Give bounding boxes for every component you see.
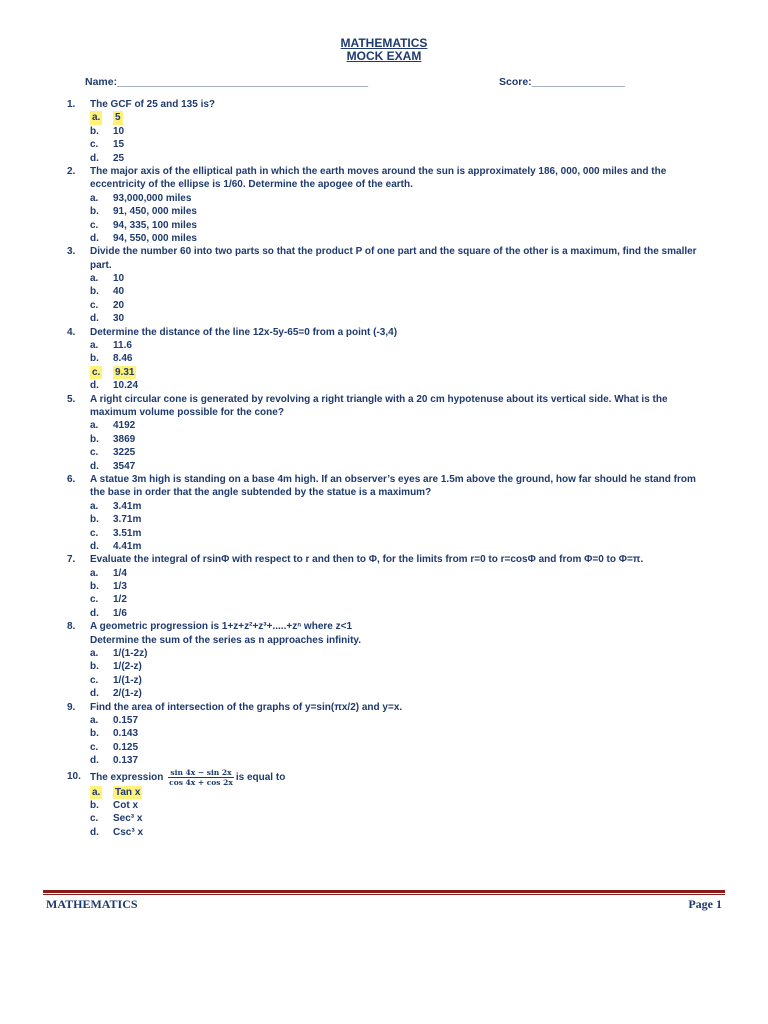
option-text: 93,000,000 miles — [113, 192, 192, 204]
option-letter: a. — [90, 648, 99, 660]
option-text: 0.157 — [113, 714, 139, 726]
option-letter: d. — [90, 380, 99, 392]
question-text — [90, 98, 708, 111]
option-letter: d. — [90, 540, 99, 552]
question-number: 8. — [67, 621, 76, 633]
answer-option[interactable] — [0, 352, 768, 365]
option-text: 40 — [113, 286, 125, 298]
answer-option[interactable] — [0, 826, 768, 839]
answer-option[interactable] — [0, 607, 768, 620]
answer-option[interactable] — [0, 513, 768, 526]
footer-page-number: Page 1 — [688, 897, 722, 911]
score-field[interactable]: Score:________________ — [499, 76, 626, 88]
option-letter: a. — [90, 500, 99, 512]
answer-option[interactable] — [0, 660, 768, 673]
question-line — [0, 553, 768, 566]
option-text: 1/2 — [113, 594, 127, 606]
option-letter: c. — [90, 139, 99, 151]
question-text-segment: A geometric progression is 1+z+z²+z³+.....+zⁿ where z<1 — [90, 621, 353, 633]
option-text: 2/(1-z) — [113, 688, 142, 700]
option-letter: b. — [90, 353, 99, 365]
question-text-segment: The major axis of the elliptical path in which the earth moves around the sun is approximately 186, 000, 000 miles and the — [90, 165, 667, 177]
question-line — [0, 406, 768, 419]
question-line — [0, 245, 768, 258]
option-text: Csc³ x — [113, 826, 144, 838]
question-line — [0, 98, 768, 111]
option-letter: a. — [90, 340, 99, 352]
answer-option[interactable] — [0, 786, 768, 799]
option-text: 94, 550, 000 miles — [113, 232, 197, 244]
answer-option[interactable] — [0, 540, 768, 553]
question-line — [0, 178, 768, 191]
option-text: 11.6 — [113, 340, 132, 352]
option-text: 25 — [113, 152, 125, 164]
question-text — [90, 393, 708, 406]
question-number: 2. — [67, 165, 76, 177]
option-letter: c. — [90, 219, 99, 231]
option-text: 30 — [113, 313, 125, 325]
option-letter: a. — [90, 714, 99, 726]
answer-option[interactable] — [0, 714, 768, 727]
question-text — [90, 245, 708, 258]
answer-option[interactable] — [0, 205, 768, 218]
question-item — [0, 701, 768, 768]
option-letter: b. — [90, 514, 99, 526]
option-letter: d. — [90, 232, 99, 244]
option-text: 0.125 — [113, 741, 139, 753]
option-letter: d. — [90, 826, 99, 838]
question-line — [0, 473, 768, 486]
answer-option[interactable] — [0, 567, 768, 580]
option-letter: d. — [90, 152, 99, 164]
question-text-segment: maximum volume possible for the cone? — [90, 406, 284, 418]
question-item — [0, 553, 768, 620]
question-item — [0, 473, 768, 553]
highlighted-answer: Tan x — [115, 786, 141, 798]
answer-option[interactable] — [0, 527, 768, 540]
option-letter: c. — [90, 813, 99, 825]
option-text: 1/(1-2z) — [113, 648, 148, 660]
question-item — [0, 326, 768, 393]
question-number: 10. — [67, 770, 81, 782]
answer-option[interactable] — [0, 366, 768, 379]
answer-option[interactable] — [0, 111, 768, 124]
option-letter: b. — [90, 728, 99, 740]
question-text — [90, 634, 708, 647]
question-line — [0, 393, 768, 406]
option-letter: b. — [90, 799, 99, 811]
question-text — [90, 259, 708, 272]
question-line — [0, 165, 768, 178]
question-item — [0, 98, 768, 165]
answer-option[interactable] — [0, 687, 768, 700]
option-letter: c. — [90, 594, 99, 606]
question-suffix: is equal to — [235, 771, 286, 783]
option-letter: d. — [90, 688, 99, 700]
name-field[interactable]: Name:___________________________________________ — [85, 76, 369, 88]
question-line — [0, 326, 768, 339]
question-text — [90, 701, 708, 714]
answer-option[interactable] — [0, 500, 768, 513]
option-letter: c. — [90, 447, 99, 459]
answer-option[interactable] — [0, 433, 768, 446]
question-text-segment: the base in order that the angle subtended by the statue is a maximum? — [90, 487, 432, 499]
option-text: 8.46 — [113, 353, 133, 365]
option-letter: b. — [90, 581, 99, 593]
option-letter: c. — [90, 299, 99, 311]
question-line — [0, 634, 768, 647]
question-number: 7. — [67, 554, 76, 566]
question-number: 6. — [67, 473, 76, 485]
option-letter: b. — [90, 206, 99, 218]
option-letter: b. — [90, 661, 99, 673]
question-line — [0, 620, 768, 633]
option-text: 3869 — [113, 433, 136, 445]
answer-option[interactable] — [0, 460, 768, 473]
option-text: 0.137 — [113, 755, 139, 767]
answer-option[interactable] — [0, 138, 768, 151]
answer-option[interactable] — [0, 192, 768, 205]
option-text: 10 — [113, 273, 125, 285]
option-letter: a. — [90, 273, 99, 285]
answer-option[interactable] — [0, 580, 768, 593]
question-text — [90, 486, 708, 499]
question-text — [90, 473, 708, 486]
option-letter: c. — [90, 741, 99, 753]
question-number: 9. — [67, 701, 76, 713]
option-letter: c. — [92, 366, 101, 378]
question-text-segment: The expression — [90, 771, 164, 783]
option-text: 10 — [113, 125, 125, 137]
question-number: 3. — [67, 246, 76, 258]
page-subtitle: MOCK EXAM — [346, 49, 422, 63]
answer-option[interactable] — [0, 754, 768, 767]
option-letter: d. — [90, 755, 99, 767]
question-text-segment: Divide the number 60 into two parts so that the product P of one part and the square of the other is a maximum, find the smaller — [90, 246, 697, 258]
answer-option[interactable] — [0, 232, 768, 245]
fraction-expression — [168, 768, 234, 787]
answer-option[interactable] — [0, 674, 768, 687]
option-text: 10.24 — [113, 380, 139, 392]
question-text — [90, 326, 708, 339]
option-letter: b. — [90, 286, 99, 298]
question-text-segment: Find the area of intersection of the graphs of y=sin(πx/2) and y=x. — [90, 701, 403, 713]
option-text: 3547 — [113, 460, 136, 472]
answer-option[interactable] — [0, 339, 768, 352]
question-item — [0, 620, 768, 700]
question-number: 5. — [67, 393, 76, 405]
question-item — [0, 165, 768, 245]
option-letter: d. — [90, 460, 99, 472]
question-text — [90, 620, 708, 633]
option-letter: d. — [90, 607, 99, 619]
option-text: 1/6 — [113, 607, 127, 619]
option-text: 1/(1-z) — [113, 674, 142, 686]
option-text: 4.41m — [113, 540, 142, 552]
answer-option[interactable] — [0, 219, 768, 232]
question-line — [0, 768, 768, 786]
footer-rule-thin — [43, 894, 725, 895]
answer-option[interactable] — [0, 727, 768, 740]
question-text-segment: part. — [90, 259, 112, 271]
question-item — [0, 245, 768, 325]
answer-option[interactable] — [0, 312, 768, 325]
option-text: 0.143 — [113, 728, 139, 740]
question-list — [0, 98, 768, 839]
exam-header — [0, 37, 768, 63]
question-text-segment: A right circular cone is generated by revolving a right triangle with a 20 cm hypotenuse about its vertical side. What is the — [90, 393, 668, 405]
fraction-numerator: sin 4x − sin 2x — [168, 768, 234, 778]
fraction-denominator: cos 4x + cos 2x — [169, 777, 233, 787]
option-text: Cot x — [113, 799, 138, 811]
option-text: 91, 450, 000 miles — [113, 206, 197, 218]
question-line — [0, 259, 768, 272]
answer-option[interactable] — [0, 799, 768, 812]
answer-option[interactable] — [0, 299, 768, 312]
option-text: 20 — [113, 299, 125, 311]
question-item — [0, 393, 768, 473]
option-letter: c. — [90, 527, 99, 539]
question-number: 4. — [67, 326, 76, 338]
option-letter: b. — [90, 433, 99, 445]
question-text — [90, 178, 708, 191]
option-text: Sec³ x — [113, 813, 143, 825]
question-text — [90, 768, 708, 787]
answer-option[interactable] — [0, 285, 768, 298]
answer-option[interactable] — [0, 419, 768, 432]
question-text-segment: eccentricity of the ellipse is 1/60. Determine the apogee of the earth. — [90, 179, 413, 191]
option-letter: b. — [90, 125, 99, 137]
question-number: 1. — [67, 99, 76, 110]
footer-subject: MATHEMATICS — [46, 897, 138, 911]
option-text: 1/4 — [113, 567, 127, 579]
highlighted-answer: 9.31 — [115, 366, 135, 378]
page-title: MATHEMATICS — [340, 36, 428, 50]
footer-rule-thick — [43, 890, 725, 893]
question-text-segment: The GCF of 25 and 135 is? — [90, 99, 216, 110]
answer-option[interactable] — [0, 379, 768, 392]
option-text: 1/3 — [113, 581, 127, 593]
option-text: 3.41m — [113, 500, 142, 512]
question-item — [0, 768, 768, 840]
question-line — [0, 701, 768, 714]
answer-option[interactable] — [0, 593, 768, 606]
answer-option[interactable] — [0, 125, 768, 138]
answer-option[interactable] — [0, 647, 768, 660]
option-letter: a. — [92, 786, 101, 798]
option-text: 3225 — [113, 447, 136, 459]
option-text: 94, 335, 100 miles — [113, 219, 197, 231]
answer-option[interactable] — [0, 812, 768, 825]
option-text: 15 — [113, 139, 125, 151]
question-text-segment: Determine the distance of the line 12x-5y-65=0 from a point (-3,4) — [90, 326, 398, 338]
option-letter: a. — [92, 112, 101, 124]
option-letter: d. — [90, 313, 99, 325]
question-text — [90, 553, 708, 566]
option-text: 1/(2-z) — [113, 661, 142, 673]
option-letter: a. — [90, 420, 99, 432]
option-letter: a. — [90, 567, 99, 579]
answer-option[interactable] — [0, 741, 768, 754]
option-letter: c. — [90, 674, 99, 686]
option-text: 3.51m — [113, 527, 142, 539]
question-text — [90, 165, 708, 178]
option-text: 3.71m — [113, 514, 142, 526]
option-text: 4192 — [113, 420, 136, 432]
answer-option[interactable] — [0, 446, 768, 459]
question-text — [90, 406, 708, 419]
question-text-segment: Evaluate the integral of rsinΦ with respect to r and then to Φ, for the limits from r=0 to r=cosΦ and from Φ=0 to Φ=π. — [90, 554, 644, 566]
question-text-segment: A statue 3m high is standing on a base 4m high. If an observer’s eyes are 1.5m above the ground, how far should he stand from — [90, 473, 696, 485]
answer-option[interactable] — [0, 272, 768, 285]
highlighted-answer: 5 — [115, 112, 121, 124]
answer-option[interactable] — [0, 152, 768, 165]
question-text-segment: Determine the sum of the series as n approaches infinity. — [90, 634, 362, 646]
question-line — [0, 486, 768, 499]
option-letter: a. — [90, 192, 99, 204]
